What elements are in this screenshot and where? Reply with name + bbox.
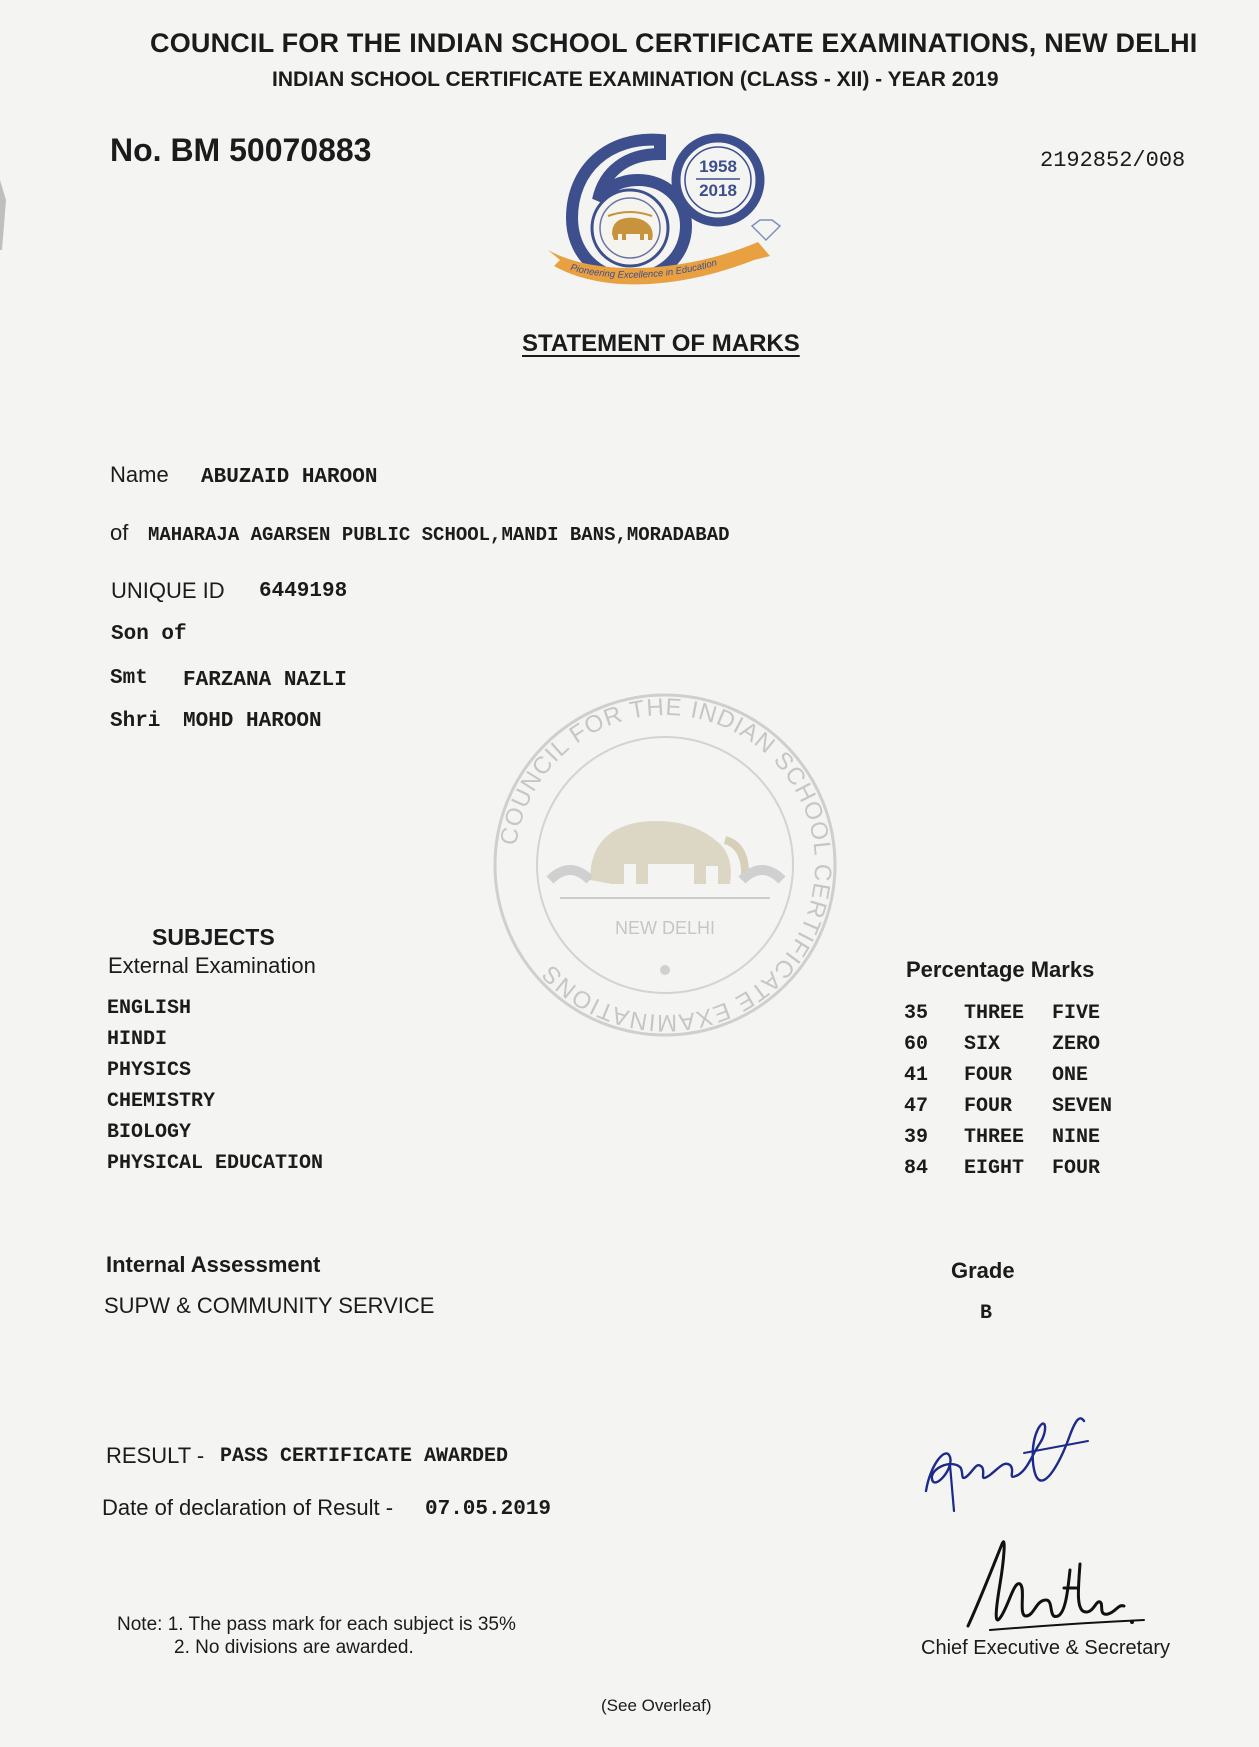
father-name: MOHD HAROON [183, 710, 322, 733]
note-divisions: 2. No divisions are awarded. [174, 1637, 414, 1658]
seal-ring-text: COUNCIL FOR THE INDIAN SCHOOL CERTIFICATE EXAMINATIONS [495, 693, 837, 1037]
mark-row [904, 998, 1144, 1029]
mark-word-tens: SIX [964, 1033, 1001, 1056]
mark-word-tens: EIGHT [964, 1157, 1025, 1180]
student-name: ABUZAID HAROON [201, 466, 378, 489]
subject-name: BIOLOGY [107, 1121, 192, 1144]
father-prefix: Shri [110, 710, 161, 733]
school-label: of [110, 520, 129, 545]
mark-number: 35 [904, 1002, 929, 1025]
logo-year-end: 2018 [699, 181, 737, 200]
mark-word-units: FIVE [1052, 1002, 1101, 1025]
certificate-number: No. BM 50070883 [110, 132, 372, 168]
council-title: COUNCIL FOR THE INDIAN SCHOOL CERTIFICATE EXAMINATIONS, NEW DELHI [150, 28, 1198, 58]
logo-year-start: 1958 [699, 157, 737, 176]
mark-word-units: SEVEN [1052, 1095, 1113, 1118]
relation-label: Son of [111, 623, 187, 646]
diamond-jubilee-logo [548, 130, 788, 300]
declaration-date: 07.05.2019 [425, 1498, 552, 1521]
name-label: Name [110, 462, 169, 487]
mark-word-units: ZERO [1052, 1033, 1101, 1056]
mark-word-tens: THREE [964, 1002, 1025, 1025]
external-exam-label: External Examination [108, 953, 316, 978]
mark-number: 60 [904, 1033, 929, 1056]
subject-name: ENGLISH [107, 997, 192, 1020]
subject-name: HINDI [107, 1028, 168, 1051]
subjects-heading: SUBJECTS [152, 924, 275, 950]
result-value: PASS CERTIFICATE AWARDED [220, 1445, 509, 1468]
result-label: RESULT - [106, 1443, 205, 1468]
mark-number: 84 [904, 1157, 929, 1180]
mark-word-units: FOUR [1052, 1157, 1101, 1180]
subject-name: PHYSICS [107, 1059, 192, 1082]
exam-subtitle: INDIAN SCHOOL CERTIFICATE EXAMINATION (CLASS - XII) - YEAR 2019 [272, 68, 999, 91]
subject-name: CHEMISTRY [107, 1090, 216, 1113]
mark-number: 41 [904, 1064, 929, 1087]
reference-number: 2192852/008 [1040, 148, 1186, 173]
see-overleaf: (See Overleaf) [601, 1696, 712, 1715]
declaration-date-label: Date of declaration of Result - [102, 1495, 394, 1520]
subject-name: PHYSICAL EDUCATION [107, 1152, 324, 1175]
document-title: STATEMENT OF MARKS [522, 330, 800, 357]
grade-value: B [980, 1302, 993, 1325]
mother-prefix: Smt [110, 667, 148, 690]
mark-row [904, 1122, 1144, 1153]
mark-row [904, 1091, 1144, 1122]
logo-ribbon-text: Pioneering Excellence in Education [569, 257, 719, 281]
scan-edge-mark [0, 180, 14, 250]
mark-number: 47 [904, 1095, 929, 1118]
mark-word-units: ONE [1052, 1064, 1089, 1087]
mark-row [904, 1060, 1144, 1091]
council-seal-watermark [480, 680, 850, 1050]
school-name: MAHARAJA AGARSEN PUBLIC SCHOOL,MANDI BANS,MORADABAD [148, 524, 730, 546]
internal-assessment-heading: Internal Assessment [106, 1252, 321, 1277]
secretary-signature [960, 1530, 1150, 1640]
note-pass-mark: Note: 1. The pass mark for each subject is 35% [117, 1614, 516, 1635]
mark-word-tens: FOUR [964, 1095, 1013, 1118]
mark-number: 39 [904, 1126, 929, 1149]
internal-subject: SUPW & COMMUNITY SERVICE [104, 1293, 435, 1318]
seal-city: NEW DELHI [614, 918, 716, 938]
mark-word-units: NINE [1052, 1126, 1101, 1149]
mark-word-tens: FOUR [964, 1064, 1013, 1087]
unique-id: 6449198 [259, 580, 348, 603]
subject-list [107, 993, 323, 1179]
student-signature [920, 1395, 1090, 1515]
mother-name: FARZANA NAZLI [183, 669, 347, 692]
mark-row [904, 1029, 1144, 1060]
signatory-title: Chief Executive & Secretary [921, 1637, 1170, 1659]
mark-row [904, 1153, 1144, 1184]
marks-list [904, 998, 1144, 1184]
mark-word-tens: THREE [964, 1126, 1025, 1149]
unique-id-label: UNIQUE ID [111, 578, 225, 603]
percentage-heading: Percentage Marks [906, 957, 1095, 982]
grade-heading: Grade [951, 1258, 1015, 1283]
